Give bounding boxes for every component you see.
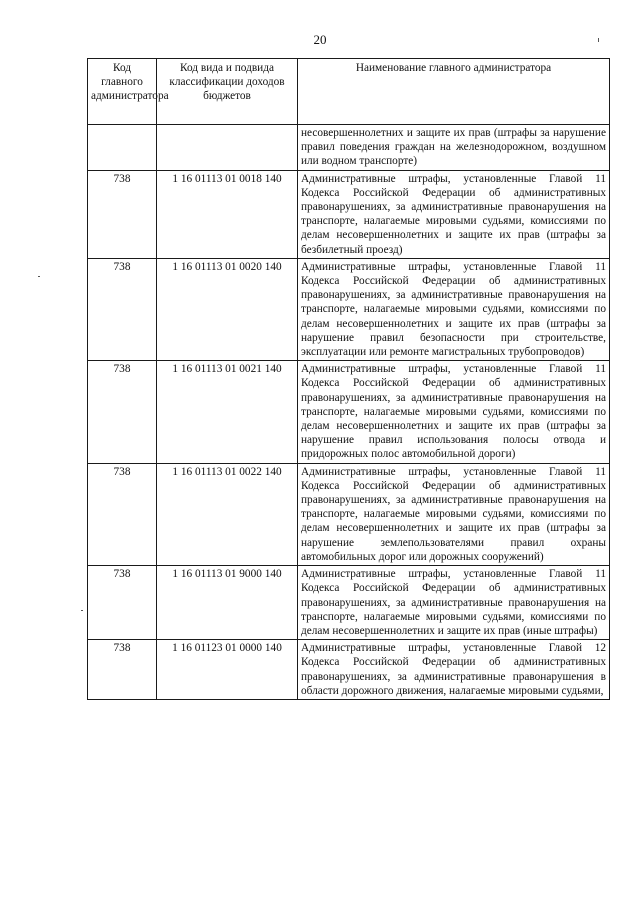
- kbk-code-cell: 1 16 01113 01 0018 140: [157, 170, 298, 258]
- revenue-classification-table: [87, 58, 610, 700]
- page-number: 20: [313, 32, 327, 47]
- table-row: [88, 170, 610, 258]
- kbk-code-cell: 1 16 01113 01 0022 140: [157, 463, 298, 565]
- admin-code-cell: 738: [88, 258, 157, 360]
- name-cell: Административные штрафы, установленные Главой 12 Кодекса Российской Федерации об административных правонарушениях, за административные правонарушения в области дорожного движения, налагаемые мировыми судьями,: [298, 640, 610, 700]
- kbk-code-cell: 1 16 01113 01 9000 140: [157, 566, 298, 640]
- name-cell: Административные штрафы, установленные Главой 11 Кодекса Российской Федерации об административных правонарушениях, за административные правонарушения на транспорте, налагаемые мировыми судьями, комиссиями по делам несовершеннолетних и защите их прав (штрафы за нарушение правил безопасности при строительстве, эксплуатации или ремонте магистральных трубопроводов): [298, 258, 610, 360]
- table-row: [88, 258, 610, 360]
- kbk-code-cell: 1 16 01123 01 0000 140: [157, 640, 298, 700]
- name-cell: Административные штрафы, установленные Главой 11 Кодекса Российской Федерации об административных правонарушениях, за административные правонарушения на транспорте, налагаемые мировыми судьями, комиссиями по делам несовершеннолетних и защите их прав (штрафы за безбилетный проезд): [298, 170, 610, 258]
- admin-code-cell: 738: [88, 361, 157, 463]
- kbk-code-cell: [157, 125, 298, 171]
- admin-code-cell: 738: [88, 640, 157, 700]
- name-cell: Административные штрафы, установленные Главой 11 Кодекса Российской Федерации об административных правонарушениях, за административные правонарушения на транспорте, налагаемые мировыми судьями, комиссиями по делам несовершеннолетних и защите их прав (штрафы за нарушение землепользователями правил охраны автомобильных дорог или дорожных сооружений): [298, 463, 610, 565]
- table-row: [88, 463, 610, 565]
- header-name: Наименование главного администратора: [298, 59, 610, 125]
- header-admin-code: Код главного администратора: [88, 59, 157, 125]
- scan-speck: [38, 276, 40, 277]
- table-header-row: [88, 59, 610, 125]
- name-cell: Административные штрафы, установленные Главой 11 Кодекса Российской Федерации об административных правонарушениях, за административные правонарушения на транспорте, налагаемые мировыми судьями, комиссиями по делам несовершеннолетних и защите их прав (штрафы за нарушение правил использования полосы отвода и придорожных полос автомобильной дороги): [298, 361, 610, 463]
- admin-code-cell: 738: [88, 566, 157, 640]
- scan-speck: [81, 610, 83, 611]
- admin-code-cell: 738: [88, 463, 157, 565]
- table-row: [88, 566, 610, 640]
- kbk-code-cell: 1 16 01113 01 0021 140: [157, 361, 298, 463]
- table-row: [88, 125, 610, 171]
- table-row: [88, 640, 610, 700]
- table-row: [88, 361, 610, 463]
- name-cell: несовершеннолетних и защите их прав (штрафы за нарушение правил поведения граждан на железнодорожном, воздушном или водном транспорте): [298, 125, 610, 171]
- header-kbk-code: Код вида и подвида классификации доходов бюджетов: [157, 59, 298, 125]
- kbk-code-cell: 1 16 01113 01 0020 140: [157, 258, 298, 360]
- scan-speck: [598, 38, 599, 42]
- name-cell: Административные штрафы, установленные Главой 11 Кодекса Российской Федерации об административных правонарушениях, за административные правонарушения на транспорте, налагаемые мировыми судьями, комиссиями по делам несовершеннолетних и защите их прав (иные штрафы): [298, 566, 610, 640]
- admin-code-cell: 738: [88, 170, 157, 258]
- admin-code-cell: [88, 125, 157, 171]
